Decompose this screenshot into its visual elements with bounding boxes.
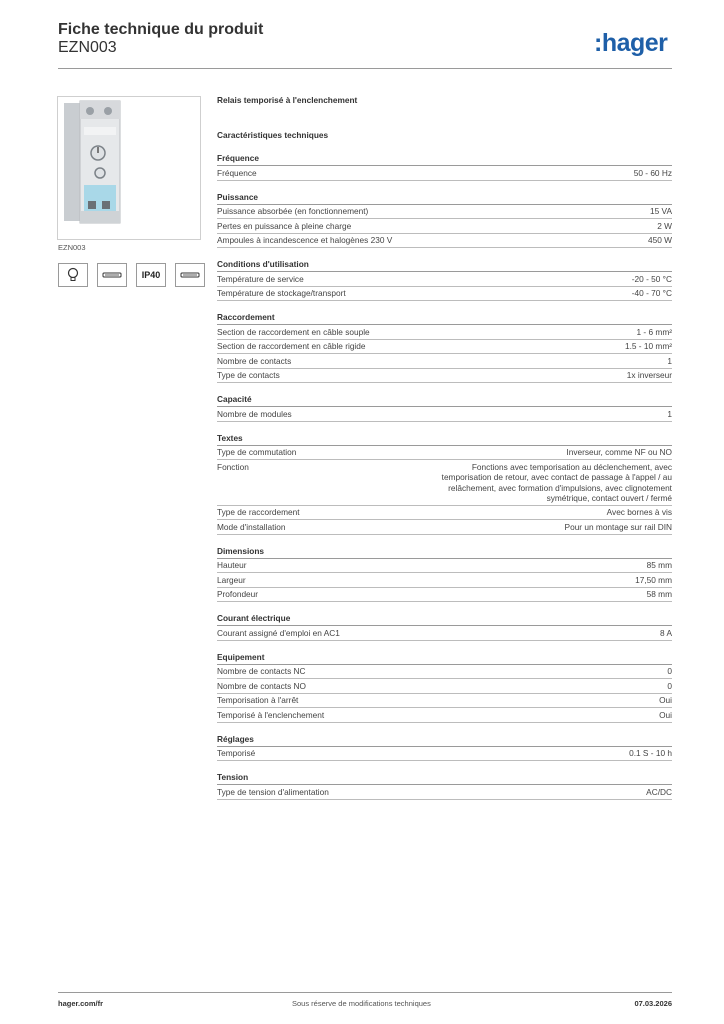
footer-date: 07.03.2026 [634,999,672,1008]
spec-row [217,506,672,521]
spec-value: 450 W [648,235,672,245]
spec-value: 0 [667,680,672,691]
spec-label: Section de raccordement en câble rigide [217,341,366,351]
spec-value: 1.5 - 10 mm² [624,341,672,351]
spec-row [217,354,672,369]
spec-row [217,708,672,723]
spec-value: Fonctions avec temporisation au déclenchement, avec temporisation de retour, avec contact de passage à l'appel / au relâchement, avec formation d'impulsions, avec clignotement symétrique, contact ouvert / fermé [441,461,672,503]
spec-value: 0 [667,666,672,676]
footer-divider [58,992,672,993]
spec-section [217,190,672,249]
din-rail-icon [97,263,127,287]
spec-value: Oui [659,695,672,705]
spec-section [217,770,672,800]
spec-label: Profondeur [217,589,259,599]
section-title: Conditions d'utilisation [217,257,672,272]
spec-value: 0.1 S - 10 h [629,748,672,758]
spec-row [217,272,672,287]
spec-row [217,369,672,384]
spec-label: Temporisation à l'arrêt [217,695,299,705]
feature-icons [58,263,214,287]
spec-label: Nombre de contacts NO [217,680,306,691]
spec-row [217,205,672,220]
spec-value: 58 mm [646,589,672,599]
section-title: Tension [217,770,672,785]
section-title: Raccordement [217,310,672,325]
specifications [217,93,672,809]
spec-value: 1 - 6 mm² [636,326,672,337]
spec-row [217,166,672,181]
lamp-icon [58,263,88,287]
characteristics-title: Caractéristiques techniques [217,130,329,140]
spec-label: Fonction [217,461,249,472]
spec-row [217,573,672,588]
spec-row [217,588,672,603]
product-name: Relais temporisé à l'enclenchement [217,95,358,105]
spec-value: Avec bornes à vis [606,507,672,517]
section-title: Capacité [217,392,672,407]
spec-section [217,431,672,535]
spec-section [217,650,672,723]
section-title: Dimensions [217,544,672,559]
spec-value: -20 - 50 °C [631,273,672,284]
spec-row [217,520,672,535]
footer-website[interactable]: hager.com/fr [58,999,104,1008]
spec-section [217,257,672,301]
spec-value: 1 [667,408,672,419]
ip-rating-icon: IP40 [136,263,166,287]
spec-label: Temporisé à l'enclenchement [217,709,325,720]
spec-label: Nombre de contacts NC [217,666,306,676]
spec-label: Courant assigné d'emploi en AC1 [217,627,340,638]
spec-value: 1 [667,355,672,366]
spec-row [217,559,672,574]
spec-value: 15 VA [650,206,672,216]
spec-row [217,747,672,762]
spec-row [217,626,672,641]
spec-label: Nombre de contacts [217,355,292,366]
spec-row [217,407,672,422]
spec-value: 50 - 60 Hz [633,167,672,178]
product-image-caption: EZN003 [58,243,86,252]
spec-row [217,446,672,461]
spec-value: 2 W [657,220,672,231]
spec-label: Type de contacts [217,370,280,380]
spec-label: Type de raccordement [217,507,300,517]
spec-row [217,460,672,506]
spec-value: Oui [659,709,672,720]
din-rail-icon [175,263,205,287]
spec-label: Pertes en puissance à pleine charge [217,220,352,231]
spec-row [217,694,672,709]
spec-label: Fréquence [217,167,257,178]
spec-value: 1x inverseur [626,370,672,380]
section-title: Courant électrique [217,611,672,626]
spec-value: 8 A [660,627,672,638]
spec-value: 17,50 mm [635,574,672,585]
product-code: EZN003 [58,39,117,56]
modular-timer-relay-image [58,97,200,239]
spec-section [217,151,672,181]
spec-label: Mode d'installation [217,521,286,532]
spec-value: AC/DC [646,786,672,797]
spec-section [217,611,672,641]
footer-disclaimer: Sous réserve de modifications techniques [292,999,431,1008]
spec-row [217,340,672,355]
spec-label: Nombre de modules [217,408,292,419]
header-divider [58,68,672,69]
spec-section [217,392,672,422]
section-title: Réglages [217,732,672,747]
spec-value: -40 - 70 °C [631,288,672,298]
spec-section [217,310,672,383]
section-title: Equipement [217,650,672,665]
spec-section [217,544,672,603]
section-title: Textes [217,431,672,446]
spec-row [217,219,672,234]
document-title: Fiche technique du produit [58,21,264,38]
product-image [57,96,201,240]
spec-section [217,732,672,762]
section-title: Puissance [217,190,672,205]
spec-label: Section de raccordement en câble souple [217,326,370,337]
hager-logo: :hager [594,29,668,57]
spec-value: Pour un montage sur rail DIN [564,521,672,532]
spec-row [217,234,672,249]
spec-label: Type de tension d'alimentation [217,786,329,797]
spec-value: 85 mm [646,560,672,570]
spec-label: Hauteur [217,560,247,570]
spec-label: Température de service [217,273,304,284]
spec-row [217,325,672,340]
spec-label: Largeur [217,574,246,585]
spec-row [217,665,672,680]
spec-label: Puissance absorbée (en fonctionnement) [217,206,369,216]
spec-label: Type de commutation [217,447,297,457]
section-title: Fréquence [217,151,672,166]
spec-row [217,785,672,800]
spec-label: Ampoules à incandescence et halogènes 230 V [217,235,393,245]
spec-row [217,679,672,694]
spec-sections [217,151,672,800]
spec-label: Temporisé [217,748,256,758]
spec-value: Inverseur, comme NF ou NO [566,447,672,457]
spec-label: Température de stockage/transport [217,288,346,298]
spec-row [217,287,672,302]
